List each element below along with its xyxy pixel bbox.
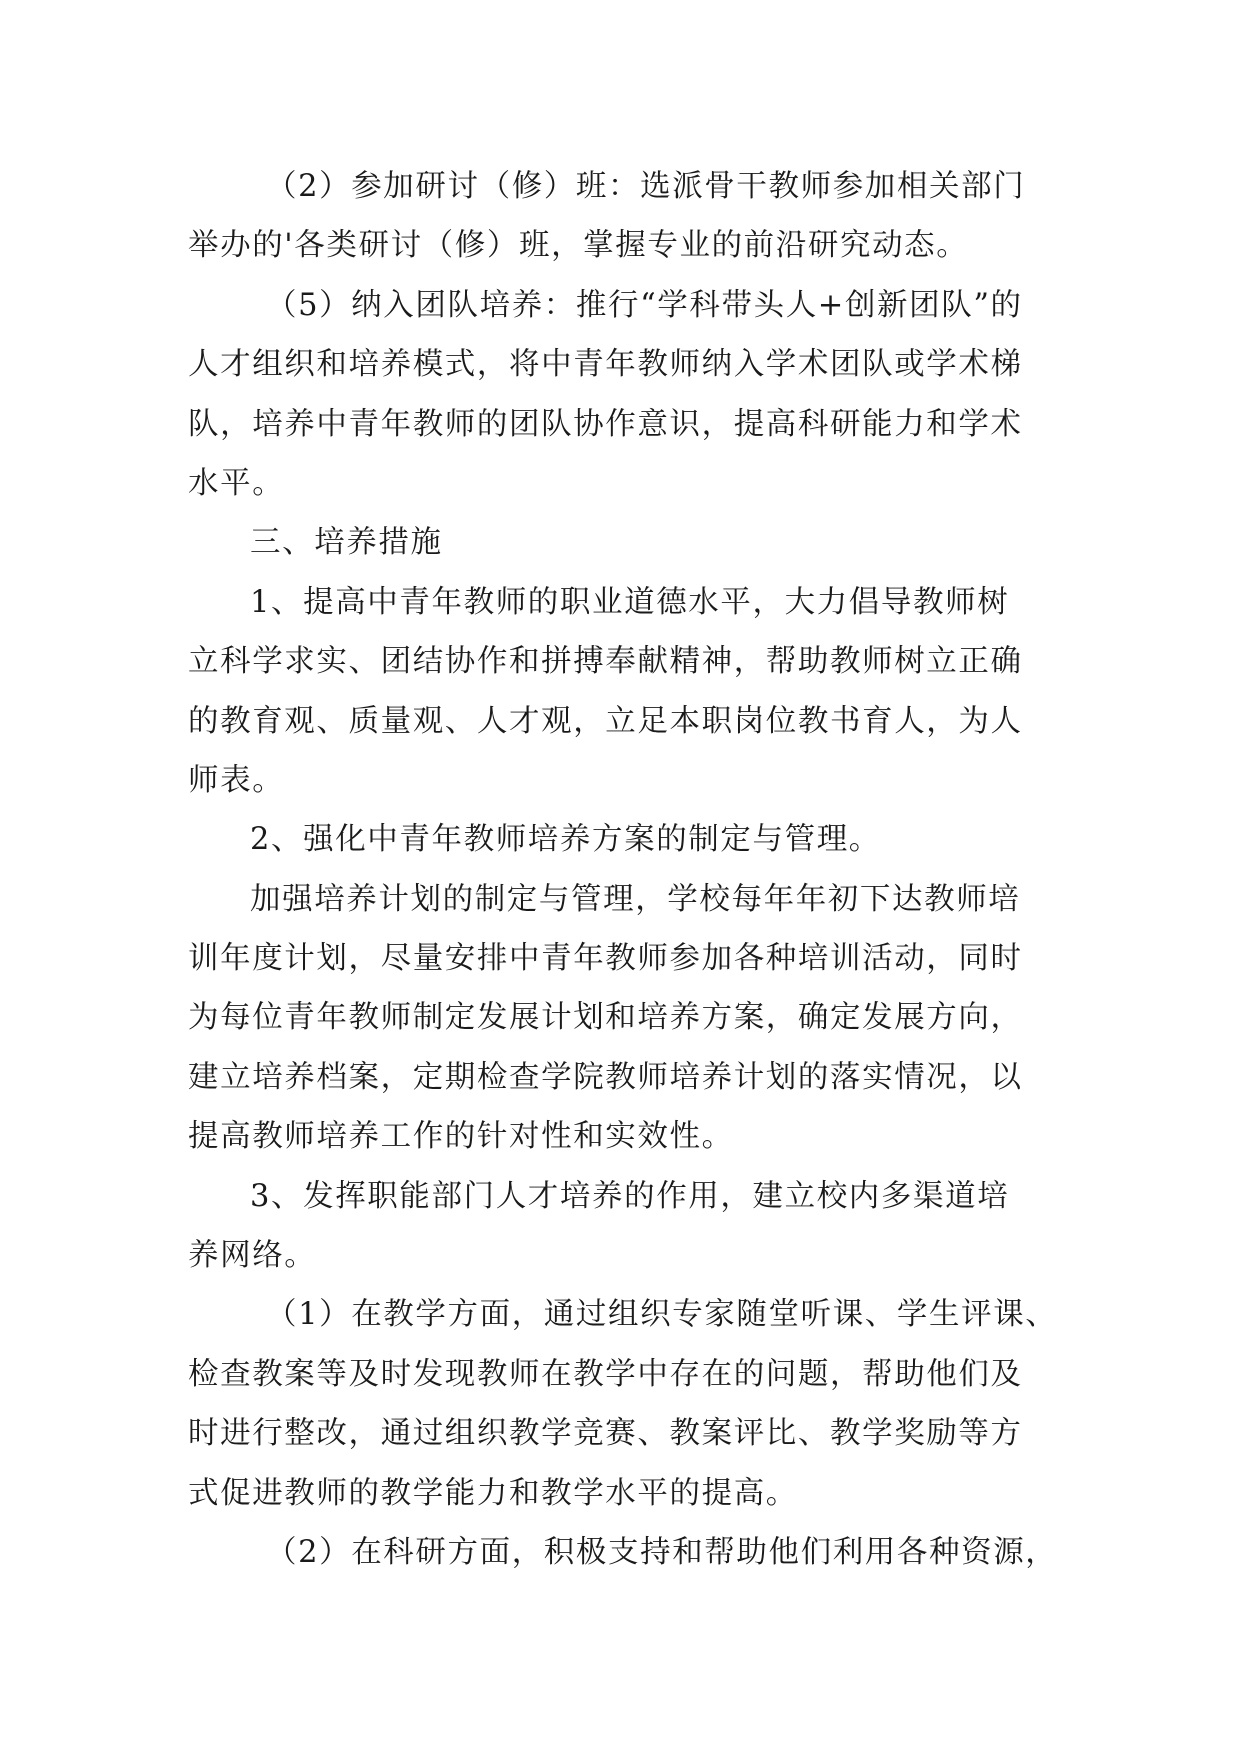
text-line: 建立培养档案，定期检查学院教师培养计划的落实情况，以: [188, 1059, 1023, 1095]
text-line: 训年度计划，尽量安排中青年教师参加各种培训活动，同时: [188, 941, 1023, 977]
text-line: （5）纳入团队培养：推行“学科带头人+创新团队”的: [266, 287, 1023, 323]
text-line: 立科学求实、团结协作和拼搏奉献精神，帮助教师树立正确: [188, 644, 1023, 680]
text-line: 师表。: [188, 762, 285, 798]
text-line: （1）在教学方面，通过组织专家随堂听课、学生评课、: [266, 1297, 1058, 1333]
text-line: 式促进教师的教学能力和教学水平的提高。: [188, 1475, 798, 1511]
text-line: 人才组织和培养模式，将中青年教师纳入学术团队或学术梯: [188, 347, 1023, 383]
text-line: 2、强化中青年教师培养方案的制定与管理。: [250, 822, 881, 858]
text-line: （2）在科研方面，积极支持和帮助他们利用各种资源，: [266, 1534, 1058, 1570]
text-line: 检查教案等及时发现教师在教学中存在的问题，帮助他们及: [188, 1356, 1023, 1392]
document-body: [188, 157, 1058, 1582]
text-line: 提高教师培养工作的针对性和实效性。: [188, 1119, 734, 1155]
text-line: （2）参加研讨（修）班：选派骨干教师参加相关部门: [266, 169, 1026, 204]
text-line: 养网络。: [188, 1238, 317, 1274]
section-heading: 三、培养措施: [250, 525, 443, 561]
text-line: 时进行整改，通过组织教学竞赛、教案评比、教学奖励等方: [188, 1416, 1023, 1452]
text-line: 水平。: [188, 465, 285, 501]
text-line: 的教育观、质量观、人才观，立足本职岗位教书育人，为人: [188, 703, 1023, 739]
text-line: 队，培养中青年教师的团队协作意识，提高科研能力和学术: [188, 406, 1023, 442]
text-line: 3、发挥职能部门人才培养的作用，建立校内多渠道培: [250, 1178, 1010, 1214]
text-line: 加强培养计划的制定与管理，学校每年年初下达教师培: [250, 881, 1021, 917]
text-line: 为每位青年教师制定发展计划和培养方案，确定发展方向，: [188, 1000, 1023, 1036]
text-line: 举办的'各类研讨（修）班，掌握专业的前沿研究动态。: [188, 228, 969, 264]
text-line: 1、提高中青年教师的职业道德水平，大力倡导教师树: [250, 584, 1010, 620]
